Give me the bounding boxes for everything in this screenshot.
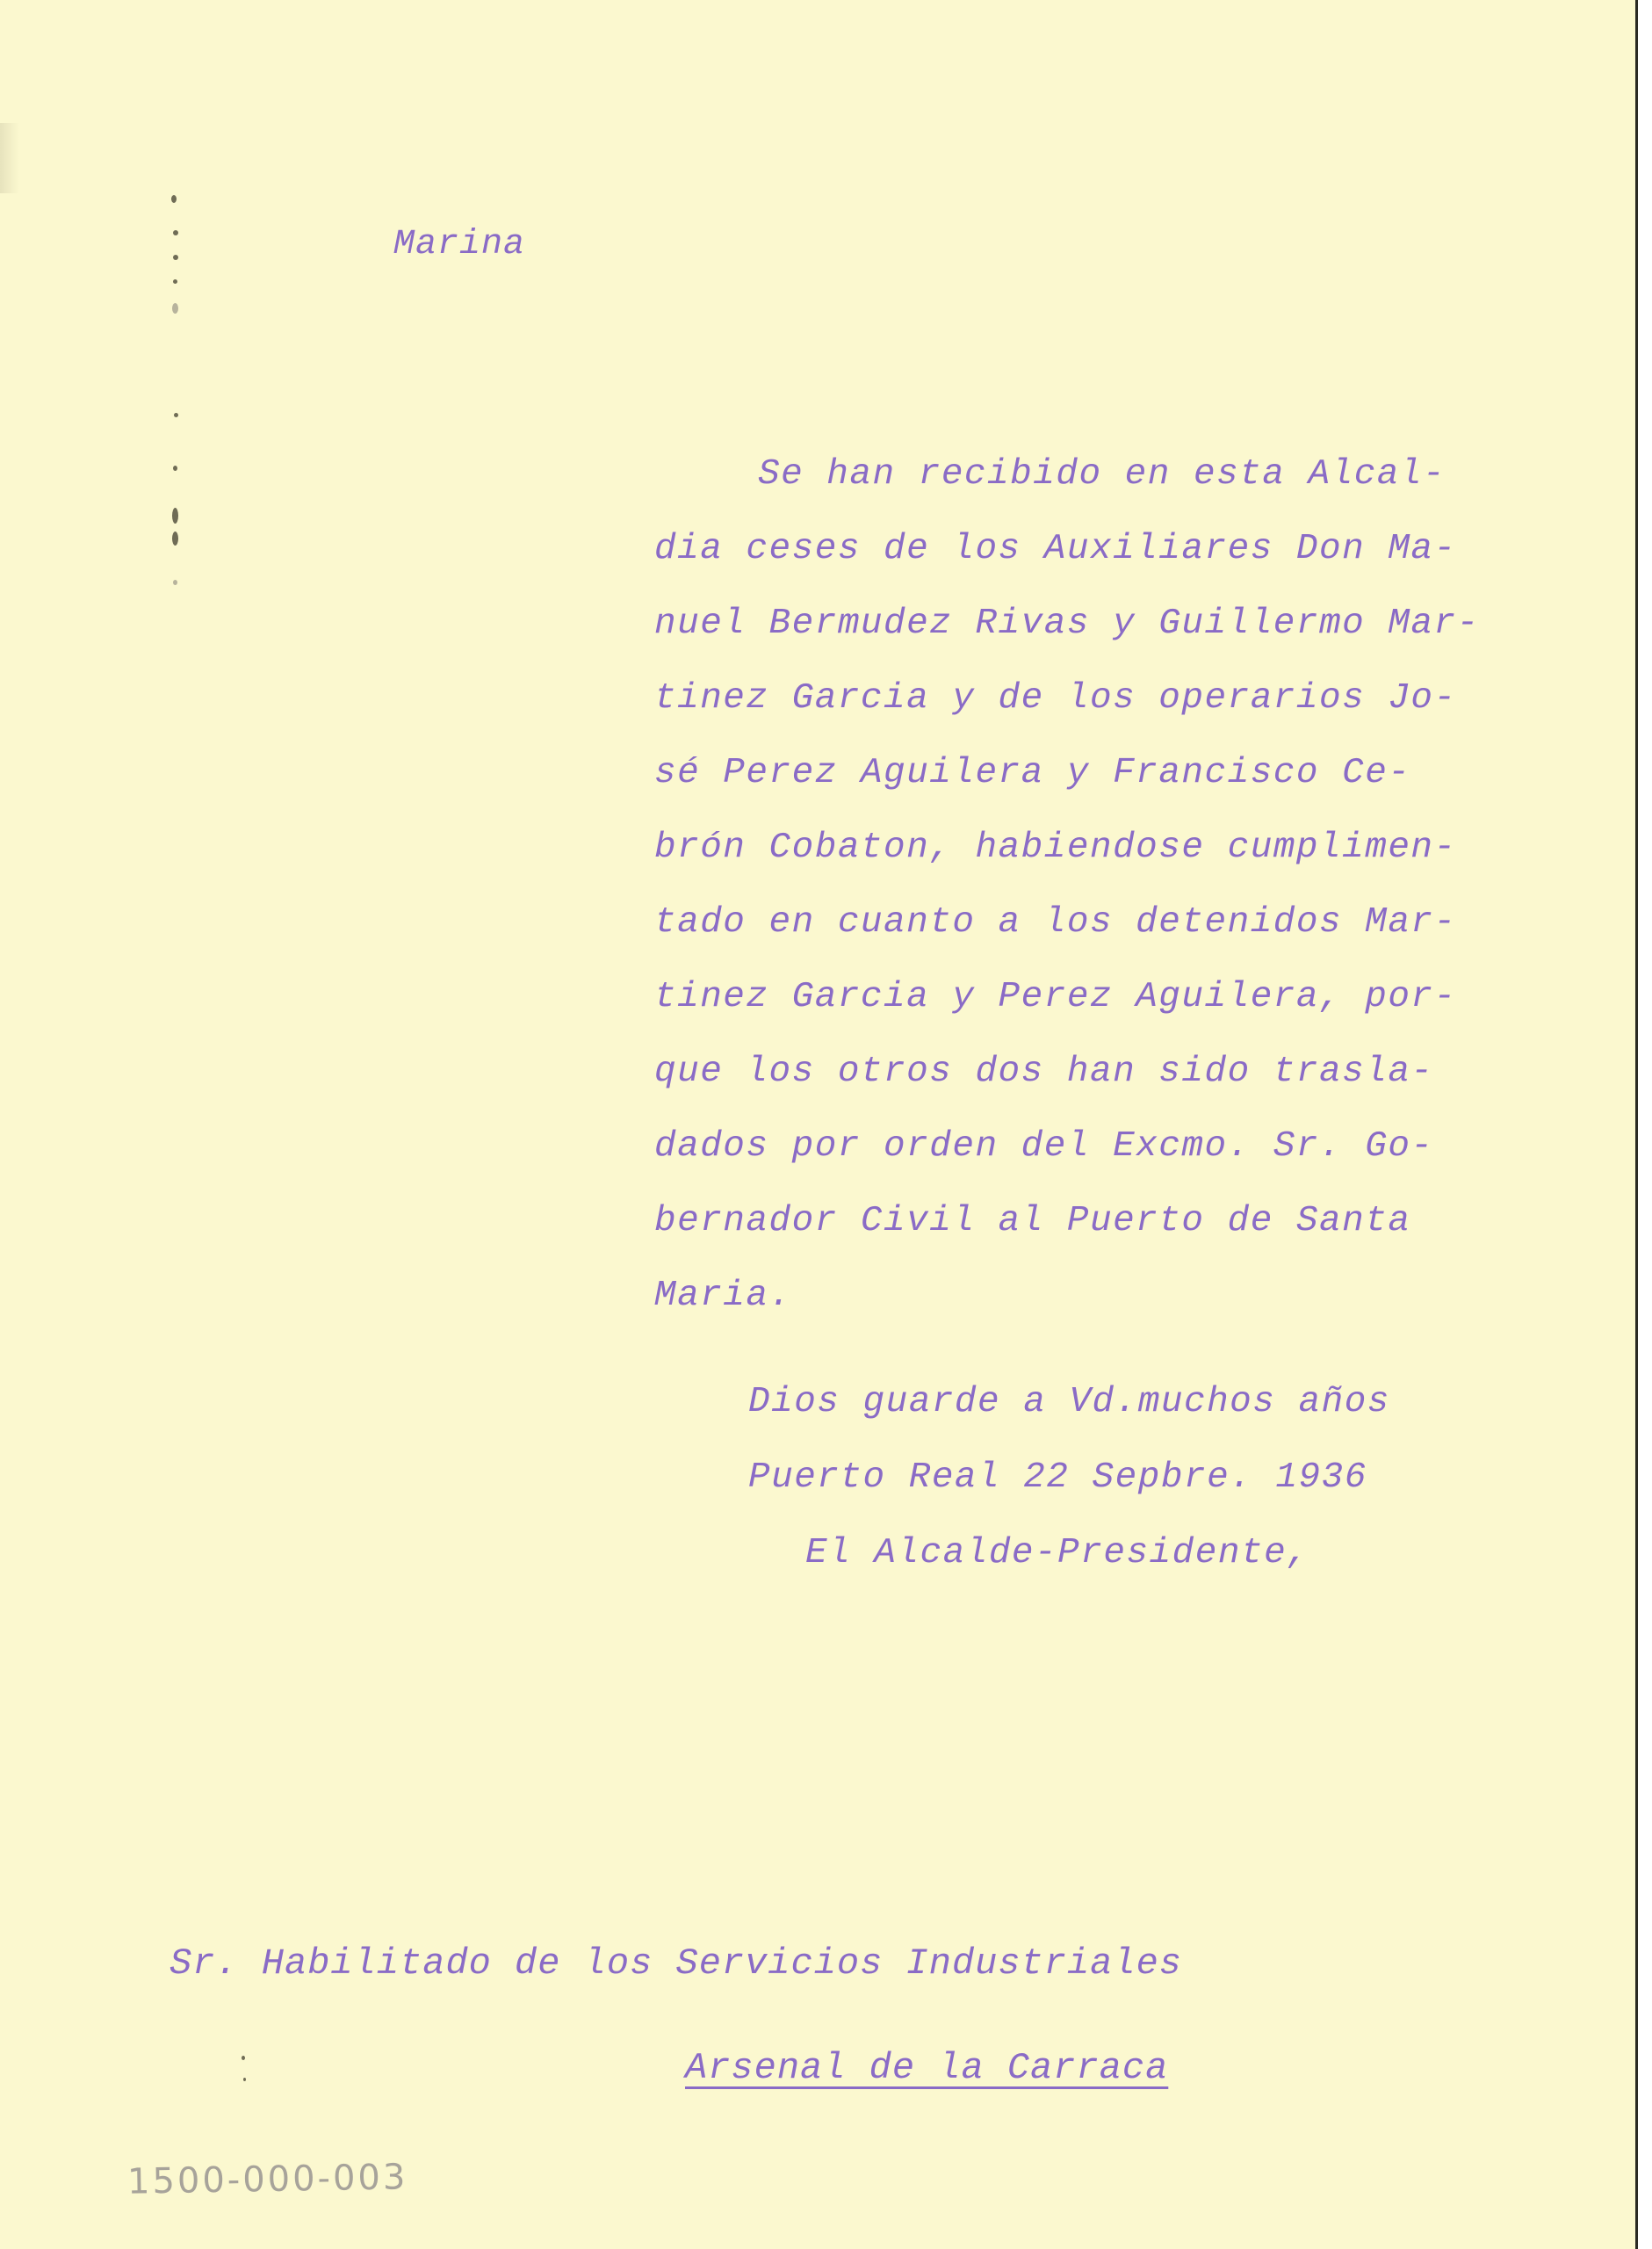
body-line: brón Cobaton, habiendose cumplimen- [654,828,1457,868]
margin-mark [173,580,177,585]
body-line: sé Perez Aguilera y Francisco Ce- [654,753,1411,793]
closing-salutation: Dios guarde a Vd.muchos años [748,1382,1390,1422]
body-line: bernador Civil al Puerto de Santa [654,1201,1411,1241]
margin-mark [173,255,178,260]
margin-mark [174,413,178,417]
body-line: que los otros dos han sido trasla- [654,1052,1434,1092]
body-line: dados por orden del Excmo. Sr. Go- [654,1126,1434,1167]
closing-signatory: El Alcalde-Presidente, [805,1533,1310,1573]
margin-mark [173,230,178,235]
header-word: Marina [393,225,526,264]
margin-mark [172,532,178,546]
margin-mark [171,195,177,203]
destination-line: Arsenal de la Carraca [685,2047,1169,2089]
body-line: Maria. [654,1276,792,1316]
binding-shadow [0,123,19,193]
letter-closing [748,1364,1390,1591]
margin-mark [172,508,178,524]
letter-body [654,438,1568,1334]
margin-mark [242,2056,245,2060]
body-line: Se han recibido en esta Alcal- [758,454,1446,495]
body-line: tinez Garcia y Perez Aguilera, por- [654,977,1457,1017]
margin-mark [173,279,177,284]
margin-mark [243,2078,246,2081]
body-line: nuel Bermudez Rivas y Guillermo Mar- [654,604,1480,644]
margin-mark [173,466,177,471]
body-line: tado en cuanto a los detenidos Mar- [654,902,1457,943]
addressee-line: Sr. Habilitado de los Servicios Industriales [170,1942,1182,1985]
closing-place-date: Puerto Real 22 Sepbre. 1936 [748,1457,1367,1498]
archive-reference-number: 1500-000-003 [126,2157,408,2202]
body-line: dia ceses de los Auxiliares Don Ma- [654,529,1457,569]
body-line: tinez Garcia y de los operarios Jo- [654,678,1457,719]
scan-edge [1635,0,1652,2249]
margin-mark [172,303,178,314]
